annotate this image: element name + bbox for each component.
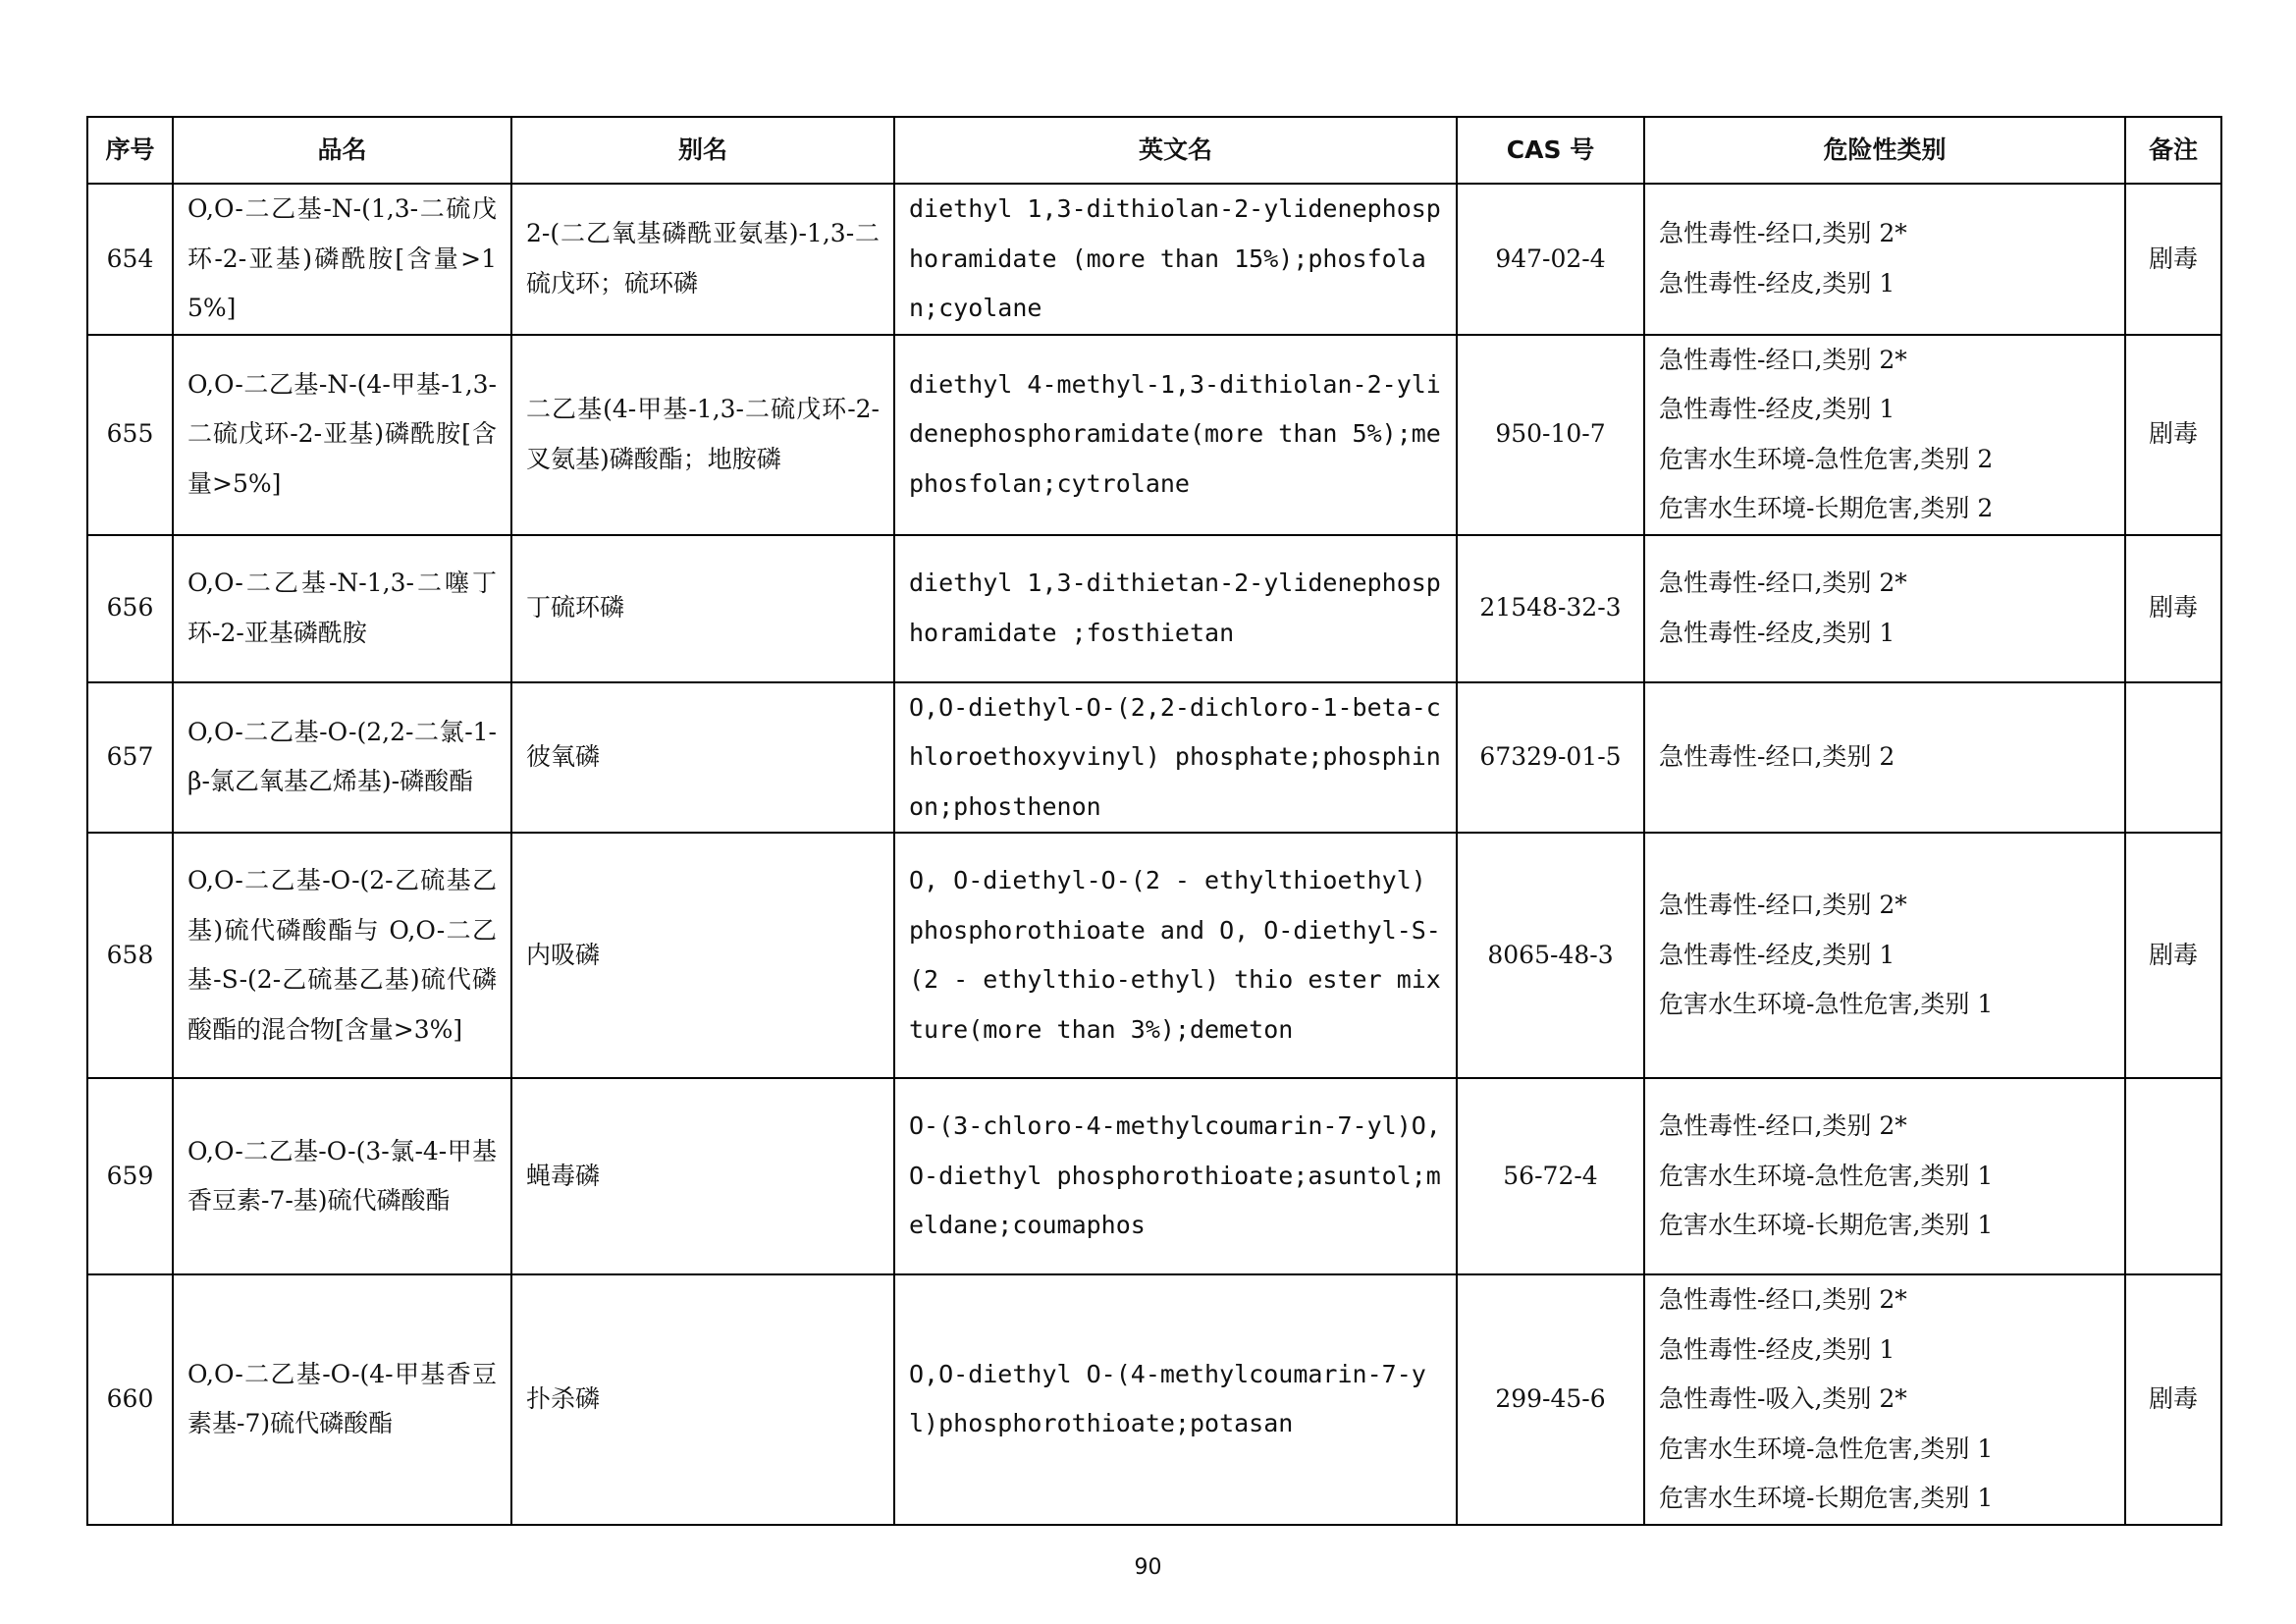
header-cas: CAS 号 xyxy=(1457,117,1644,184)
row-number: 655 xyxy=(87,335,173,535)
hazard-item: 危害水生环境-长期危害,类别 2 xyxy=(1659,494,1994,522)
remark: 剧毒 xyxy=(2125,833,2221,1078)
row-number: 654 xyxy=(87,184,173,335)
table-row xyxy=(87,1274,2221,1525)
row-number: 660 xyxy=(87,1274,173,1525)
chemical-alias: 扑杀磷 xyxy=(511,1274,894,1525)
hazard-categories xyxy=(1644,682,2125,834)
hazard-item: 急性毒性-经皮,类别 1 xyxy=(1659,618,1896,647)
hazard-categories xyxy=(1644,1274,2125,1525)
english-name: diethyl 1,3-dithietan-2-ylidenephosphoramidate ;fosthietan xyxy=(894,535,1457,682)
remark xyxy=(2125,682,2221,834)
chemical-name: O,O-二乙基-O-(4-甲基香豆素基-7)硫代磷酸酯 xyxy=(173,1274,511,1525)
header-hazard: 危险性类别 xyxy=(1644,117,2125,184)
cas-number: 21548-32-3 xyxy=(1457,535,1644,682)
hazard-item: 危害水生环境-急性危害,类别 2 xyxy=(1659,444,1994,473)
header-name: 品名 xyxy=(173,117,511,184)
hazard-item: 危害水生环境-急性危害,类别 1 xyxy=(1659,990,1994,1019)
chemical-alias: 内吸磷 xyxy=(511,833,894,1078)
chemical-name: O,O-二乙基-O-(3-氯-4-甲基香豆素-7-基)硫代磷酸酯 xyxy=(173,1078,511,1274)
chemical-alias: 丁硫环磷 xyxy=(511,535,894,682)
remark: 剧毒 xyxy=(2125,335,2221,535)
row-number: 657 xyxy=(87,682,173,834)
row-number: 658 xyxy=(87,833,173,1078)
chemical-name: O,O-二乙基-N-(1,3-二硫戊环-2-亚基)磷酰胺[含量>15%] xyxy=(173,184,511,335)
english-name: O,O-diethyl O-(4-methylcoumarin-7-yl)phosphorothioate;potasan xyxy=(894,1274,1457,1525)
hazard-item: 急性毒性-经皮,类别 1 xyxy=(1659,268,1896,298)
hazard-categories xyxy=(1644,184,2125,335)
hazard-item: 急性毒性-经皮,类别 1 xyxy=(1659,395,1896,423)
cas-number: 67329-01-5 xyxy=(1457,682,1644,834)
cas-number: 950-10-7 xyxy=(1457,335,1644,535)
table-row xyxy=(87,833,2221,1078)
table-row xyxy=(87,335,2221,535)
chemical-alias: 彼氧磷 xyxy=(511,682,894,834)
chemical-alias: 2-(二乙氧基磷酰亚氨基)-1,3-二硫戊环；硫环磷 xyxy=(511,184,894,335)
remark xyxy=(2125,1078,2221,1274)
hazard-item: 急性毒性-经口,类别 2* xyxy=(1659,568,1907,597)
english-name: diethyl 4-methyl-1,3-dithiolan-2-ylidenephosphoramidate(more than 5%);mephosfolan;cytrolane xyxy=(894,335,1457,535)
table-row xyxy=(87,535,2221,682)
header-no: 序号 xyxy=(87,117,173,184)
hazard-categories xyxy=(1644,535,2125,682)
table-header xyxy=(87,117,2221,184)
chemical-table xyxy=(86,116,2222,1526)
hazard-item: 危害水生环境-长期危害,类别 1 xyxy=(1659,1211,1994,1240)
english-name: O-(3-chloro-4-methylcoumarin-7-yl)O,O-diethyl phosphorothioate;asuntol;meldane;coumaphos xyxy=(894,1078,1457,1274)
table-row xyxy=(87,682,2221,834)
cas-number: 8065-48-3 xyxy=(1457,833,1644,1078)
table-row xyxy=(87,1078,2221,1274)
cas-number: 947-02-4 xyxy=(1457,184,1644,335)
hazard-item: 急性毒性-经皮,类别 1 xyxy=(1659,940,1896,969)
hazard-item: 危害水生环境-长期危害,类别 1 xyxy=(1659,1484,1994,1512)
hazard-item: 危害水生环境-急性危害,类别 1 xyxy=(1659,1434,1994,1463)
hazard-categories xyxy=(1644,833,2125,1078)
row-number: 656 xyxy=(87,535,173,682)
hazard-item: 急性毒性-经口,类别 2* xyxy=(1659,345,1907,374)
hazard-item: 急性毒性-经口,类别 2* xyxy=(1659,219,1907,248)
chemical-alias: 二乙基(4-甲基-1,3-二硫戊环-2-叉氨基)磷酸酯；地胺磷 xyxy=(511,335,894,535)
english-name: O, O-diethyl-O-(2 - ethylthioethyl) phosphorothioate and O, O-diethyl-S-(2 - ethylthio-ethyl) thio ester mixture(more than 3%);demeton xyxy=(894,833,1457,1078)
header-note: 备注 xyxy=(2125,117,2221,184)
remark: 剧毒 xyxy=(2125,535,2221,682)
table-row xyxy=(87,184,2221,335)
header-alias: 别名 xyxy=(511,117,894,184)
row-number: 659 xyxy=(87,1078,173,1274)
remark: 剧毒 xyxy=(2125,184,2221,335)
chemical-alias: 蝇毒磷 xyxy=(511,1078,894,1274)
hazard-item: 危害水生环境-急性危害,类别 1 xyxy=(1659,1161,1994,1190)
hazard-item: 急性毒性-经皮,类别 1 xyxy=(1659,1334,1896,1364)
chemical-name: O,O-二乙基-N-(4-甲基-1,3-二硫戊环-2-亚基)磷酰胺[含量>5%] xyxy=(173,335,511,535)
hazard-item: 急性毒性-经口,类别 2* xyxy=(1659,1285,1907,1314)
chemical-name: O,O-二乙基-O-(2,2-二氯-1-β-氯乙氧基乙烯基)-磷酸酯 xyxy=(173,682,511,834)
hazard-categories xyxy=(1644,335,2125,535)
hazard-item: 急性毒性-经口,类别 2 xyxy=(1659,742,1896,771)
hazard-item: 急性毒性-经口,类别 2* xyxy=(1659,1111,1907,1141)
english-name: O,O-diethyl-O-(2,2-dichloro-1-beta-chloroethoxyvinyl) phosphate;phosphinon;phosthenon xyxy=(894,682,1457,834)
chemical-name: O,O-二乙基-O-(2-乙硫基乙基)硫代磷酸酯与 O,O-二乙基-S-(2-乙硫基乙基)硫代磷酸酯的混合物[含量>3%] xyxy=(173,833,511,1078)
page-number: 90 xyxy=(1134,1555,1162,1580)
english-name: diethyl 1,3-dithiolan-2-ylidenephosphoramidate (more than 15%);phosfolan;cyolane xyxy=(894,184,1457,335)
hazard-item: 急性毒性-吸入,类别 2* xyxy=(1659,1384,1907,1413)
table-body xyxy=(87,184,2221,1525)
hazard-item: 急性毒性-经口,类别 2* xyxy=(1659,891,1907,920)
header-row xyxy=(87,117,2221,184)
cas-number: 56-72-4 xyxy=(1457,1078,1644,1274)
remark: 剧毒 xyxy=(2125,1274,2221,1525)
chemical-name: O,O-二乙基-N-1,3-二噻丁环-2-亚基磷酰胺 xyxy=(173,535,511,682)
header-english: 英文名 xyxy=(894,117,1457,184)
cas-number: 299-45-6 xyxy=(1457,1274,1644,1525)
hazard-categories xyxy=(1644,1078,2125,1274)
